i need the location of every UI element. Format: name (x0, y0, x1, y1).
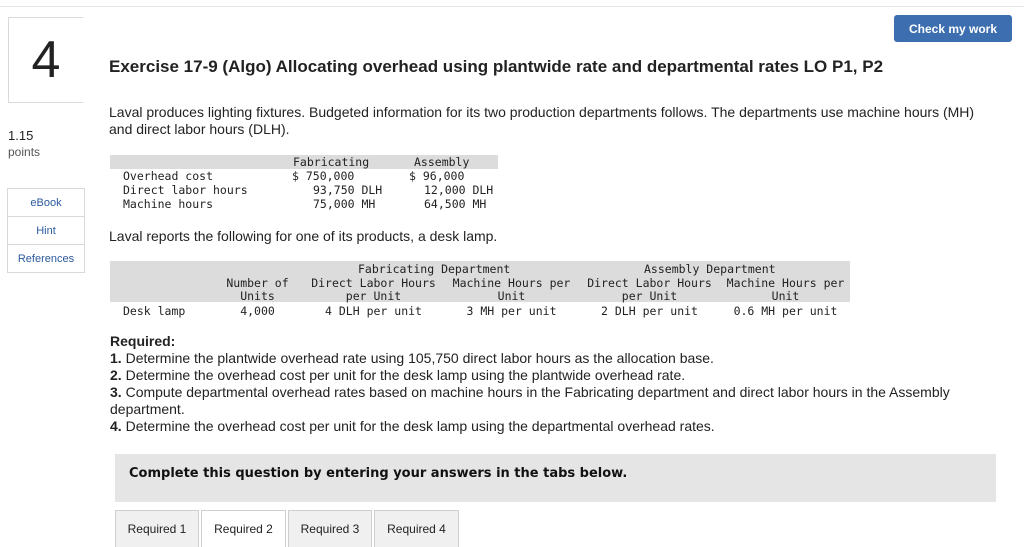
tab-required-4[interactable]: Required 4 (374, 510, 459, 547)
required-item-text: Determine the overhead cost per unit for the desk lamp using the departmental overhead rates. (121, 418, 715, 434)
budget-table (110, 155, 500, 213)
budget-col-fabricating: Fabricating (293, 155, 370, 169)
question-number: 4 (8, 17, 83, 103)
col-header-asm-dlh: per Unit (621, 289, 678, 303)
required-item-text: Determine the overhead cost per unit for the desk lamp using the plantwide overhead rate. (121, 367, 686, 383)
required-heading: Required: (110, 333, 176, 349)
required-item-number: 2. (110, 367, 122, 383)
points-value: 1.15 (8, 128, 34, 143)
col-header-fab-mh: Machine Hours per (452, 276, 571, 290)
col-header-asm-dlh: Direct Labor Hours (587, 276, 712, 290)
product-cell-asm-dlh: 2 DLH per unit (601, 304, 698, 318)
col-header-units: Units (240, 289, 275, 303)
references-link[interactable]: References (17, 252, 75, 265)
product-table (110, 261, 850, 321)
lamp-intro-text: Laval reports the following for one of its products, a desk lamp. (109, 228, 498, 244)
top-divider (0, 6, 1024, 7)
budget-row-label: Direct labor hours (123, 183, 248, 197)
col-header-units: Number of (226, 276, 289, 290)
budget-cell: 12,000 DLH (424, 183, 494, 197)
product-cell-fab-dlh: 4 DLH per unit (325, 304, 422, 318)
check-my-work-button[interactable]: Check my work (894, 15, 1012, 42)
tab-required-2[interactable]: Required 2 (201, 510, 286, 547)
intro-text: Laval produces lighting fixtures. Budgeted information for its two production departments follows. The departments use machine hours (MH) and direct labor hours (DLH). (109, 104, 975, 137)
budget-row-label: Overhead cost (123, 169, 214, 183)
budget-cell: $ 750,000 (292, 169, 355, 183)
group-header-fabricating: Fabricating Department (358, 262, 511, 276)
budget-cell: 75,000 MH (313, 197, 376, 211)
resource-links (7, 188, 85, 273)
col-header-fab-dlh: Direct Labor Hours (311, 276, 436, 290)
product-cell-fab-mh: 3 MH per unit (466, 304, 557, 318)
budget-col-assembly: Assembly (414, 155, 470, 169)
required-item-number: 3. (110, 384, 122, 400)
hint-link[interactable]: Hint (8, 217, 84, 245)
tab-required-3[interactable]: Required 3 (288, 510, 372, 547)
col-header-fab-dlh: per Unit (345, 289, 402, 303)
product-cell-asm-mh: 0.6 MH per unit (733, 304, 838, 318)
required-item-text: Determine the plantwide overhead rate using 105,750 direct labor hours as the allocation base. (121, 350, 714, 366)
budget-cell: 93,750 DLH (313, 183, 383, 197)
required-item-number: 4. (110, 418, 122, 434)
required-item (110, 367, 1000, 384)
group-header-assembly: Assembly Department (644, 262, 776, 276)
ebook-link[interactable]: eBook (8, 189, 84, 217)
budget-cell: 64,500 MH (424, 197, 487, 211)
tab-required-1[interactable]: Required 1 (115, 510, 199, 547)
instruction-banner (115, 454, 996, 502)
col-header-fab-mh: Unit (497, 289, 526, 303)
points-label: points (8, 145, 41, 159)
col-header-asm-mh: Unit (771, 289, 800, 303)
exercise-title: Exercise 17-9 (Algo) Allocating overhead using plantwide rate and departmental rates LO P1, P2 (109, 57, 884, 76)
required-item (110, 350, 1000, 367)
required-item-text: Compute departmental overhead rates based on machine hours in the Fabricating department and direct labor hours in the Assembly department. (110, 384, 950, 417)
answer-tabs (115, 510, 461, 547)
budget-cell: $ 96,000 (409, 169, 465, 183)
required-item-number: 1. (110, 350, 122, 366)
product-cell-units: 4,000 (240, 304, 275, 318)
instruction-text: Complete this question by entering your answers in the tabs below. (129, 466, 628, 481)
required-section (110, 333, 1000, 435)
col-header-asm-mh: Machine Hours per (726, 276, 845, 290)
budget-row-label: Machine hours (123, 197, 214, 211)
required-item (110, 418, 1000, 435)
product-row-label: Desk lamp (123, 304, 186, 318)
required-item (110, 384, 1000, 418)
